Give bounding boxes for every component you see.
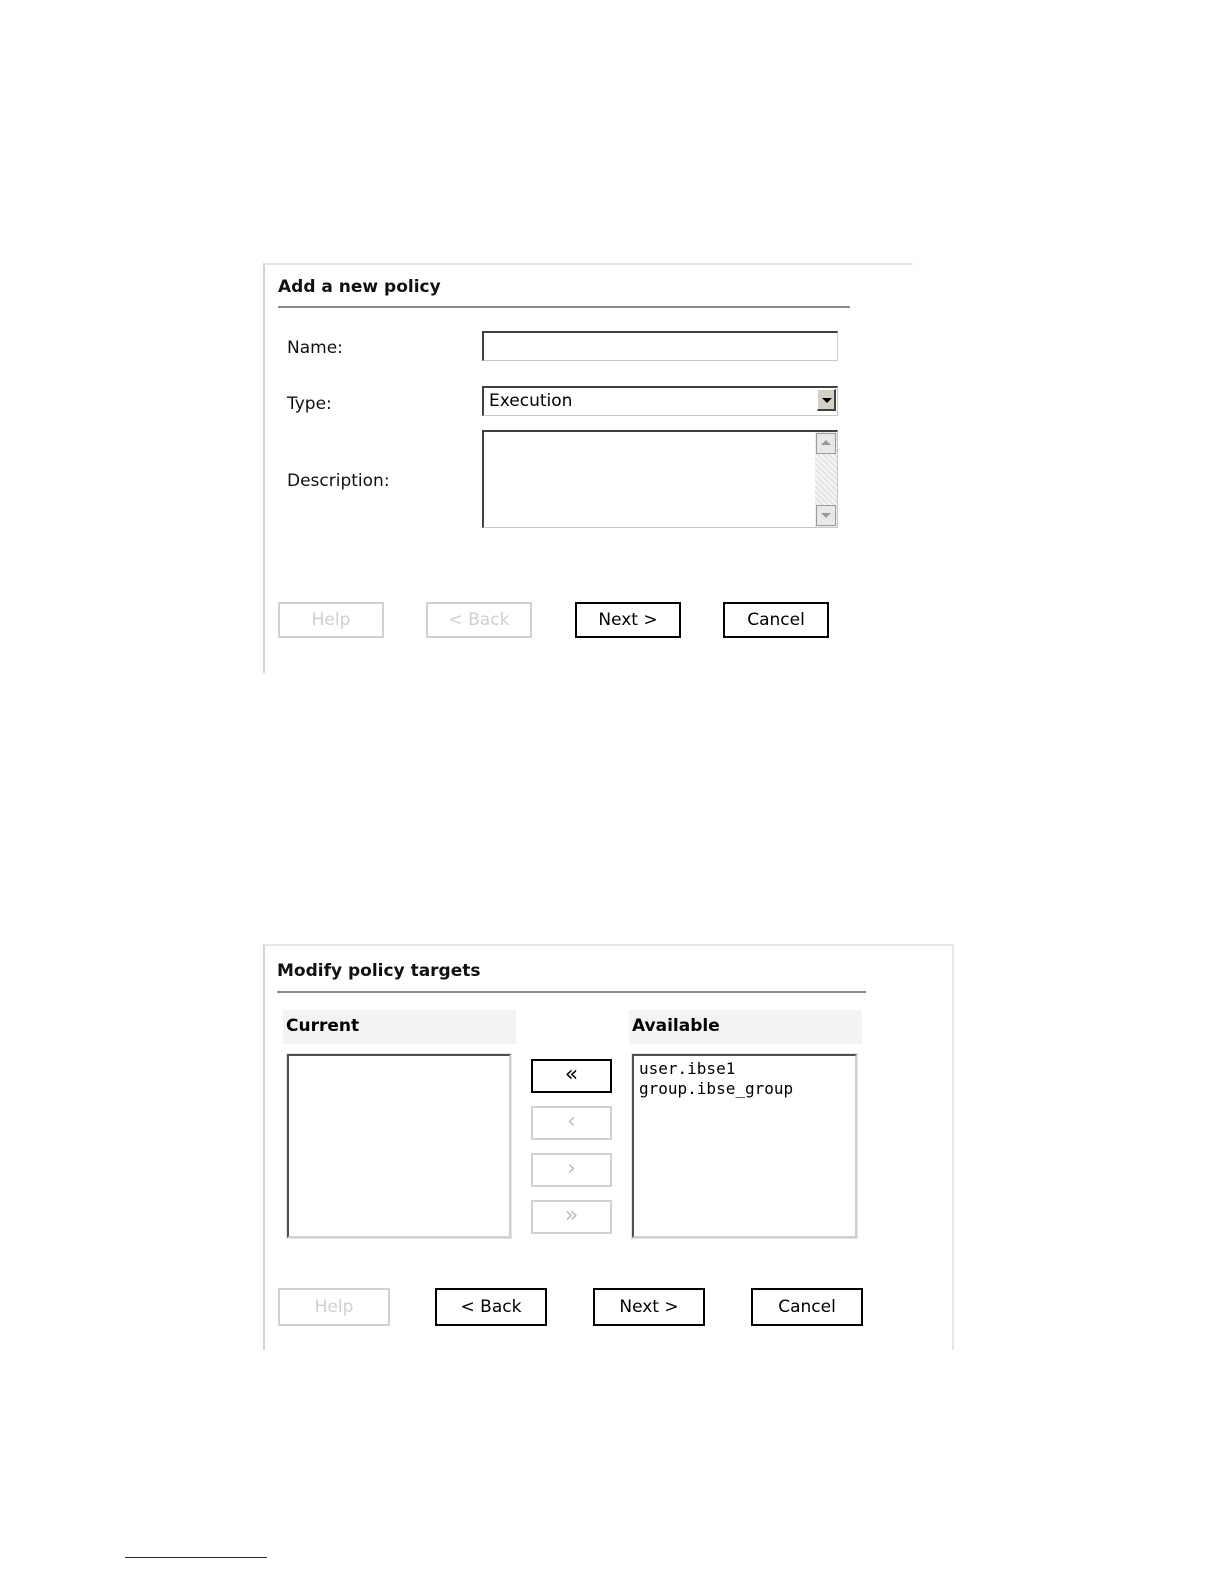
name-label: Name: <box>287 338 343 358</box>
available-header: Available <box>629 1010 862 1044</box>
scroll-down-icon[interactable] <box>816 505 836 526</box>
name-field[interactable] <box>482 331 838 361</box>
available-listbox[interactable] <box>632 1054 857 1238</box>
add-policy-dialog <box>263 263 913 673</box>
footnote-divider <box>125 1557 267 1558</box>
move-left-button[interactable]: ‹ <box>531 1106 612 1140</box>
scroll-up-icon[interactable] <box>816 433 836 454</box>
next-button[interactable]: Next > <box>575 602 681 638</box>
description-textarea[interactable] <box>482 430 838 528</box>
back-button[interactable]: < Back <box>435 1288 547 1326</box>
dialog-title: Add a new policy <box>278 277 441 297</box>
type-select-value: Execution <box>489 391 573 411</box>
cancel-button[interactable]: Cancel <box>723 602 829 638</box>
title-divider <box>277 991 866 993</box>
help-button[interactable]: Help <box>278 602 384 638</box>
modify-targets-dialog <box>263 944 954 1350</box>
current-listbox[interactable] <box>287 1054 511 1238</box>
description-scrollbar[interactable] <box>815 432 837 527</box>
description-label: Description: <box>287 471 390 491</box>
cancel-button[interactable]: Cancel <box>751 1288 863 1326</box>
type-select[interactable] <box>482 386 838 416</box>
list-item[interactable]: user.ibse1 <box>639 1059 736 1078</box>
type-label: Type: <box>287 394 332 414</box>
move-all-left-button[interactable]: « <box>531 1059 612 1093</box>
next-button[interactable]: Next > <box>593 1288 705 1326</box>
dialog-title: Modify policy targets <box>277 961 481 981</box>
move-all-right-button[interactable]: » <box>531 1200 612 1234</box>
available-items <box>634 1059 793 1099</box>
help-button[interactable]: Help <box>278 1288 390 1326</box>
back-button[interactable]: < Back <box>426 602 532 638</box>
list-item[interactable]: group.ibse_group <box>639 1079 794 1098</box>
move-right-button[interactable]: › <box>531 1153 612 1187</box>
title-divider <box>278 306 850 308</box>
current-header: Current <box>283 1010 516 1044</box>
chevron-down-icon[interactable] <box>817 389 836 411</box>
